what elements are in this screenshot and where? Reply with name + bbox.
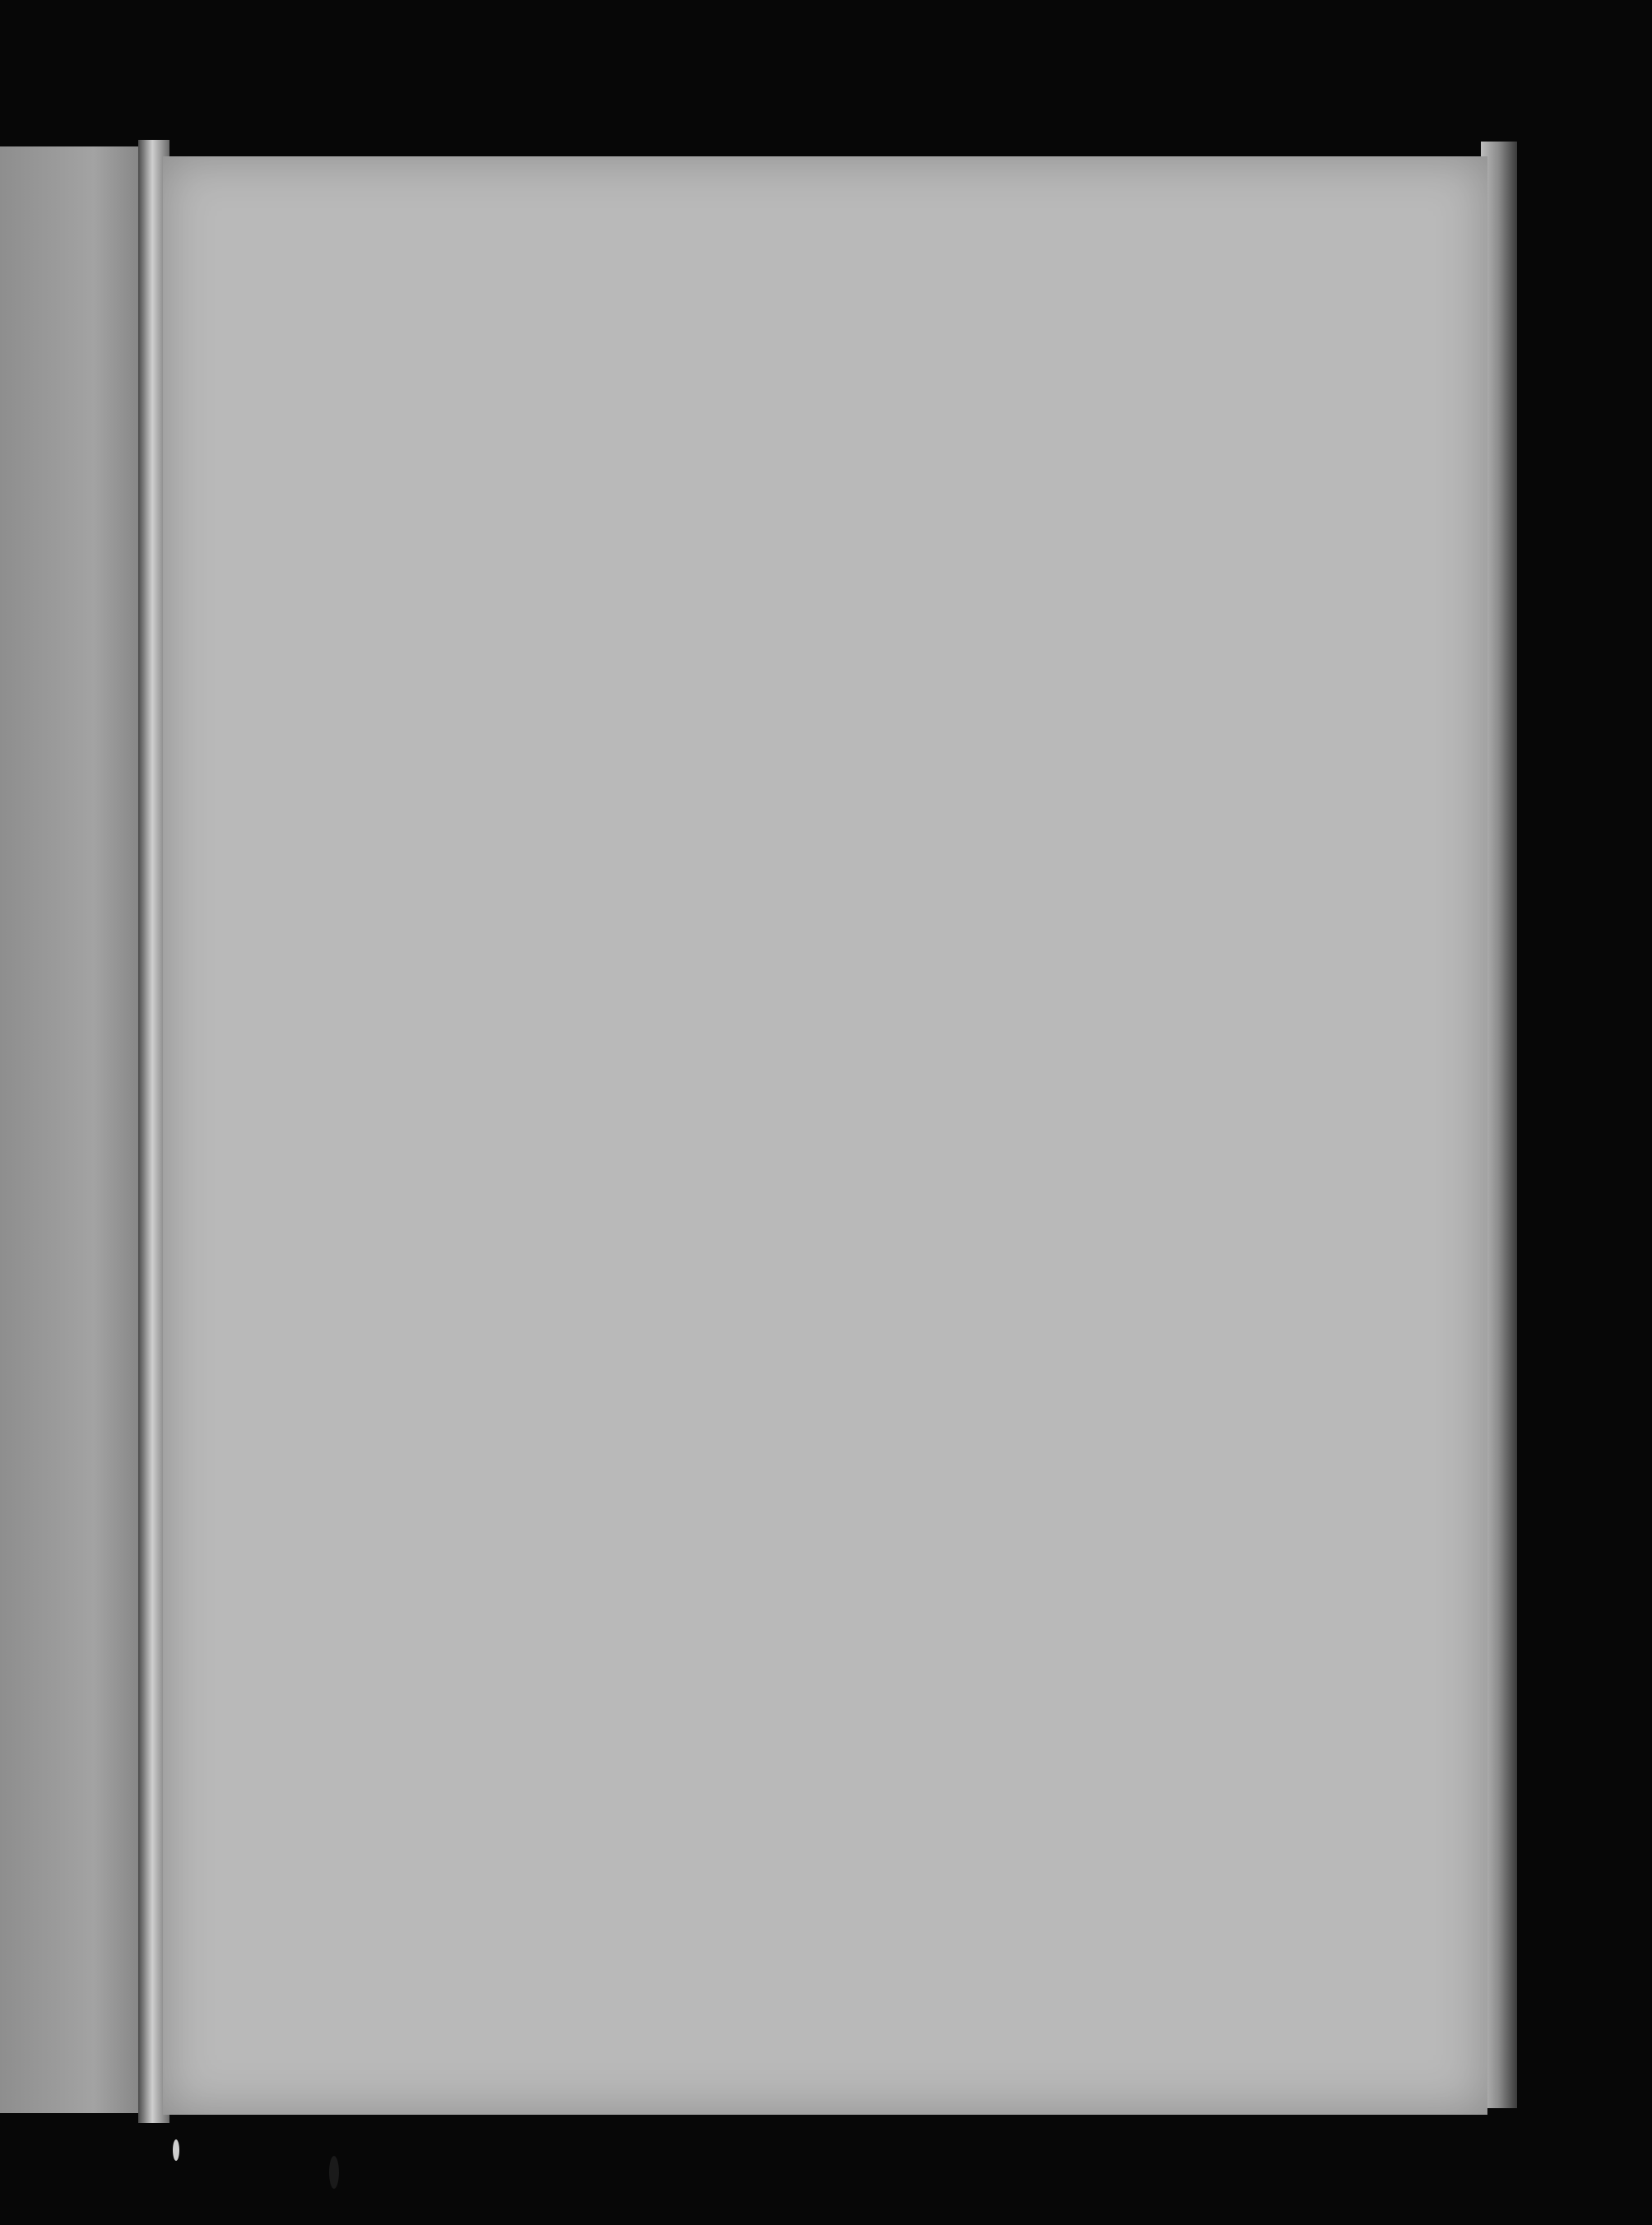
scan-speck: [173, 2139, 179, 2161]
left-page: [0, 146, 156, 2113]
index-content: [321, 288, 1418, 470]
bracket-entry: [321, 375, 1416, 470]
scan-speck: [329, 2156, 339, 2189]
index-page: [163, 156, 1487, 2115]
